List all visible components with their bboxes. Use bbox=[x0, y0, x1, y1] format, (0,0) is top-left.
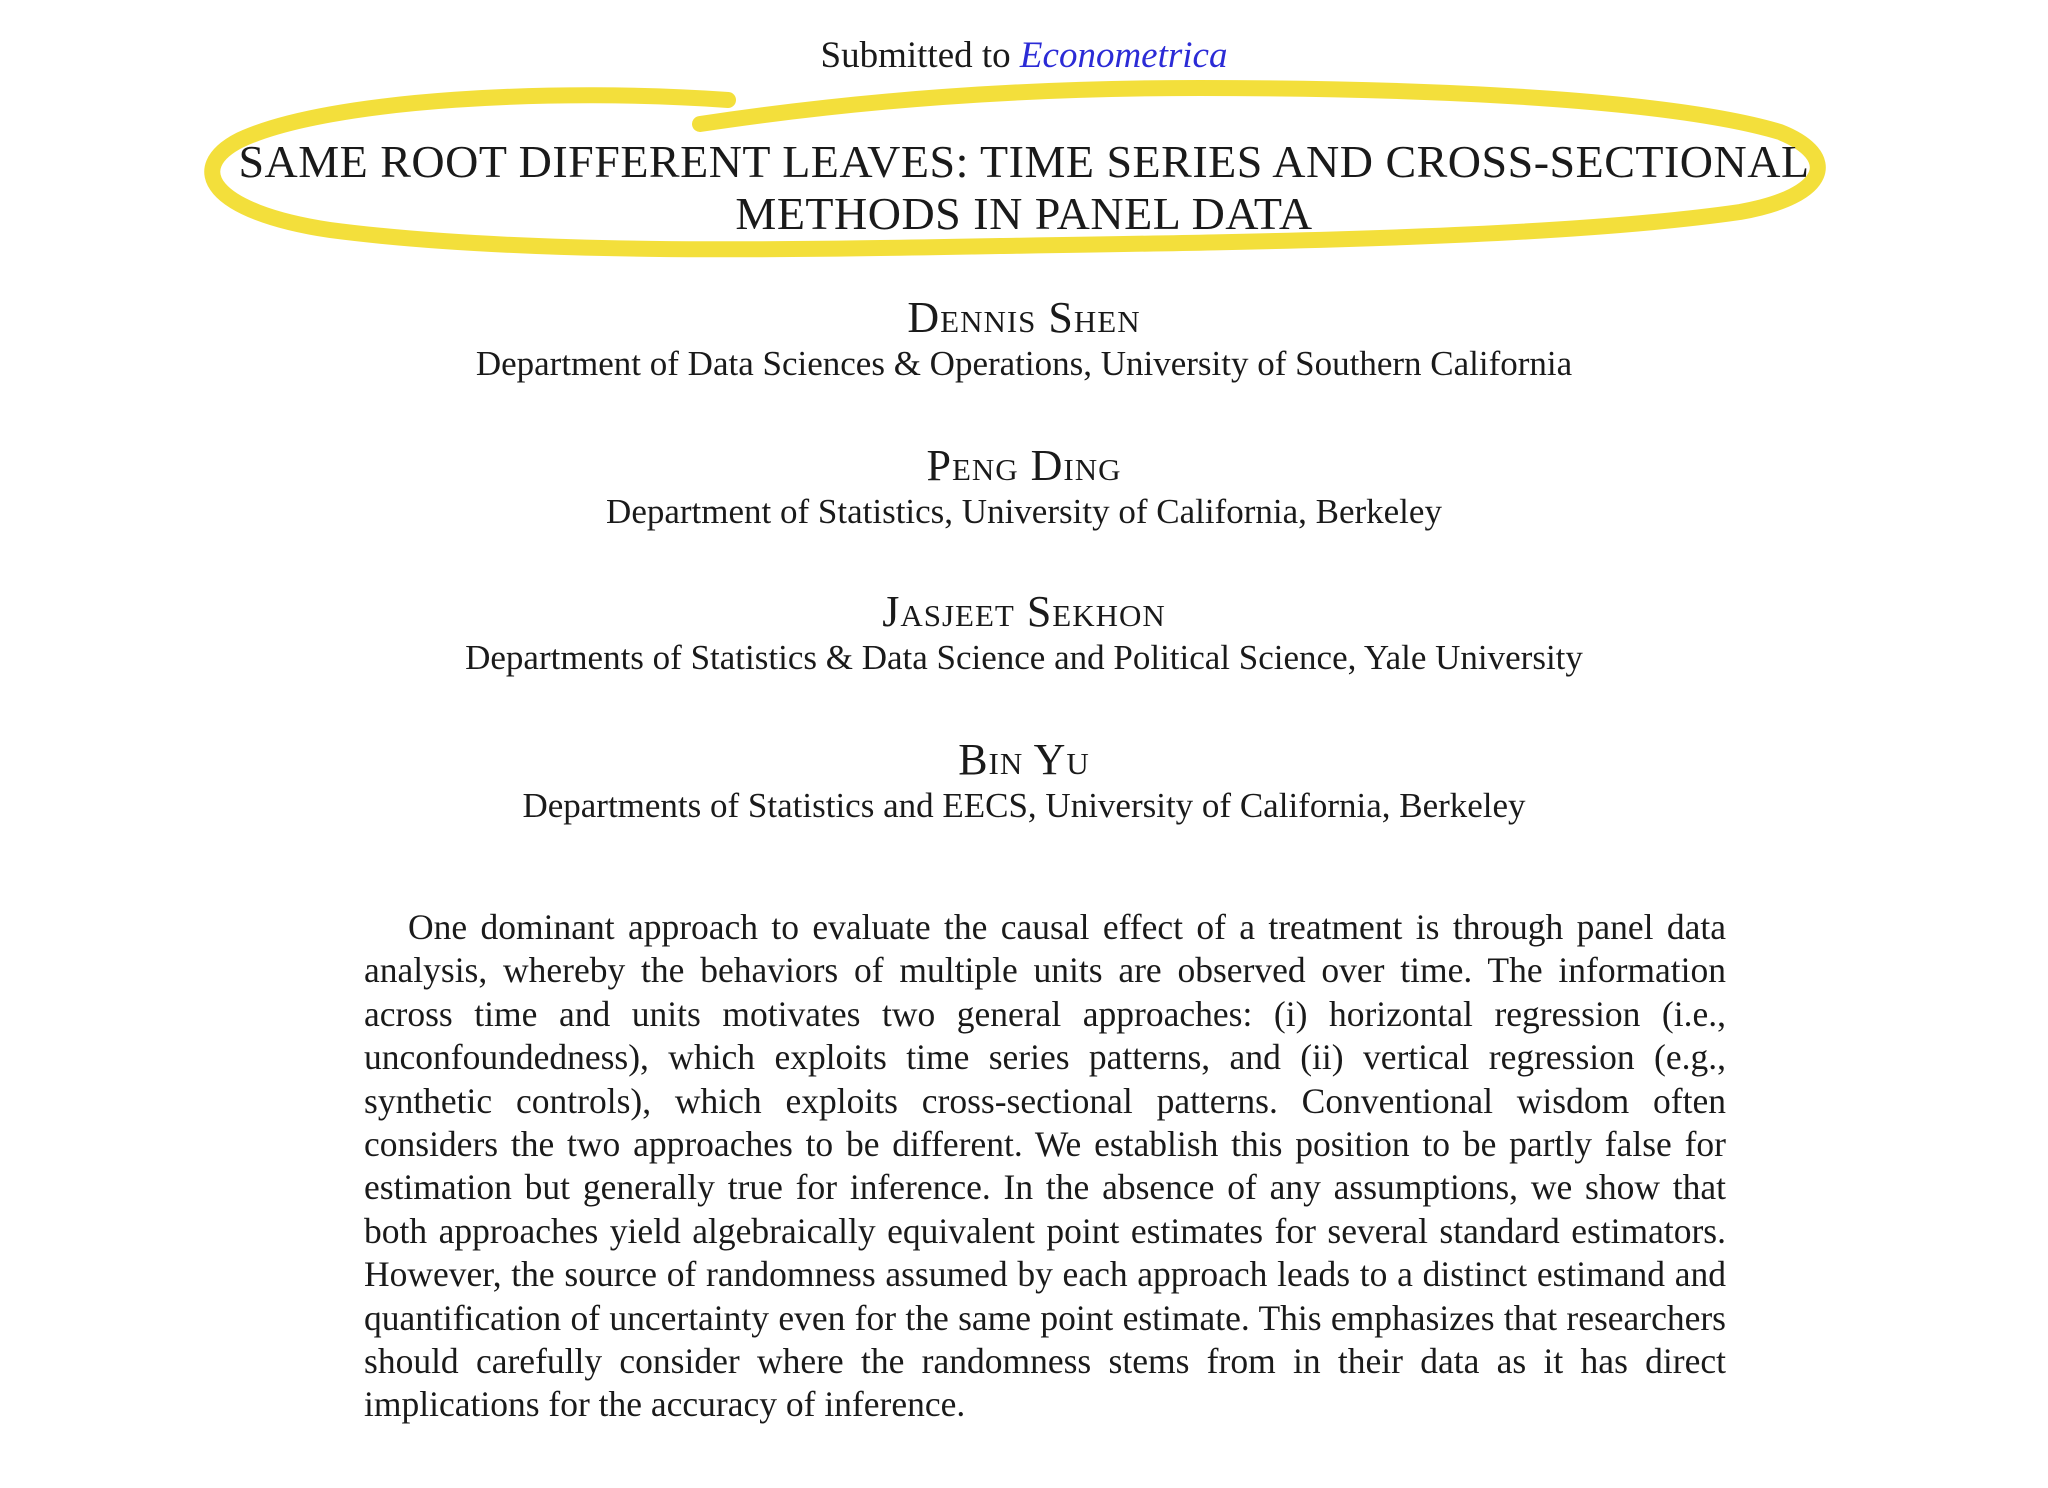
submitted-prefix: Submitted to bbox=[820, 35, 1011, 76]
author-name: Jasjeet Sekhon bbox=[882, 587, 1166, 636]
paper-title bbox=[140, 136, 1908, 240]
title-line-1: SAME ROOT DIFFERENT LEAVES: TIME SERIES AND CROSS-SECTIONAL bbox=[238, 136, 1810, 187]
author-affiliation: Departments of Statistics & Data Science and Political Science, Yale University bbox=[465, 638, 1583, 677]
journal-link[interactable]: Econometrica bbox=[1019, 35, 1228, 76]
author-name: Bin Yu bbox=[958, 735, 1090, 784]
author-affiliation: Departments of Statistics and EECS, University of California, Berkeley bbox=[522, 786, 1526, 825]
author-name: Dennis Shen bbox=[907, 293, 1141, 342]
author-affiliation: Department of Data Sciences & Operations, University of Southern California bbox=[475, 344, 1573, 383]
abstract-text: One dominant approach to evaluate the causal effect of a treatment is through panel data analysis, whereby the behaviors of multiple units are observed over time. The information across time and units motivates two general approaches: (i) horizontal regression (i.e., unconfoundedness), which exploits time series patterns, and (ii) vertical regression (e.g., synthetic controls), which exploits cross-sectional patterns. Conventional wisdom often considers the two approaches to be different. We establish this position to be partly false for estimation but generally true for inference. In the absence of any assumptions, we show that both approaches yield algebraically equivalent point estimates for several standard estimators. However, the source of randomness assumed by each approach leads to a distinct estimand and quantification of uncertainty even for the same point estimate. This emphasizes that researchers should carefully consider where the randomness stems from in their data as it has direct implications for the accuracy of inference. bbox=[364, 907, 1726, 1425]
submission-line bbox=[0, 34, 2048, 77]
title-line-2: METHODS IN PANEL DATA bbox=[735, 188, 1313, 239]
author-name: Peng Ding bbox=[926, 441, 1122, 490]
author-affiliation: Department of Statistics, University of California, Berkeley bbox=[606, 492, 1442, 531]
